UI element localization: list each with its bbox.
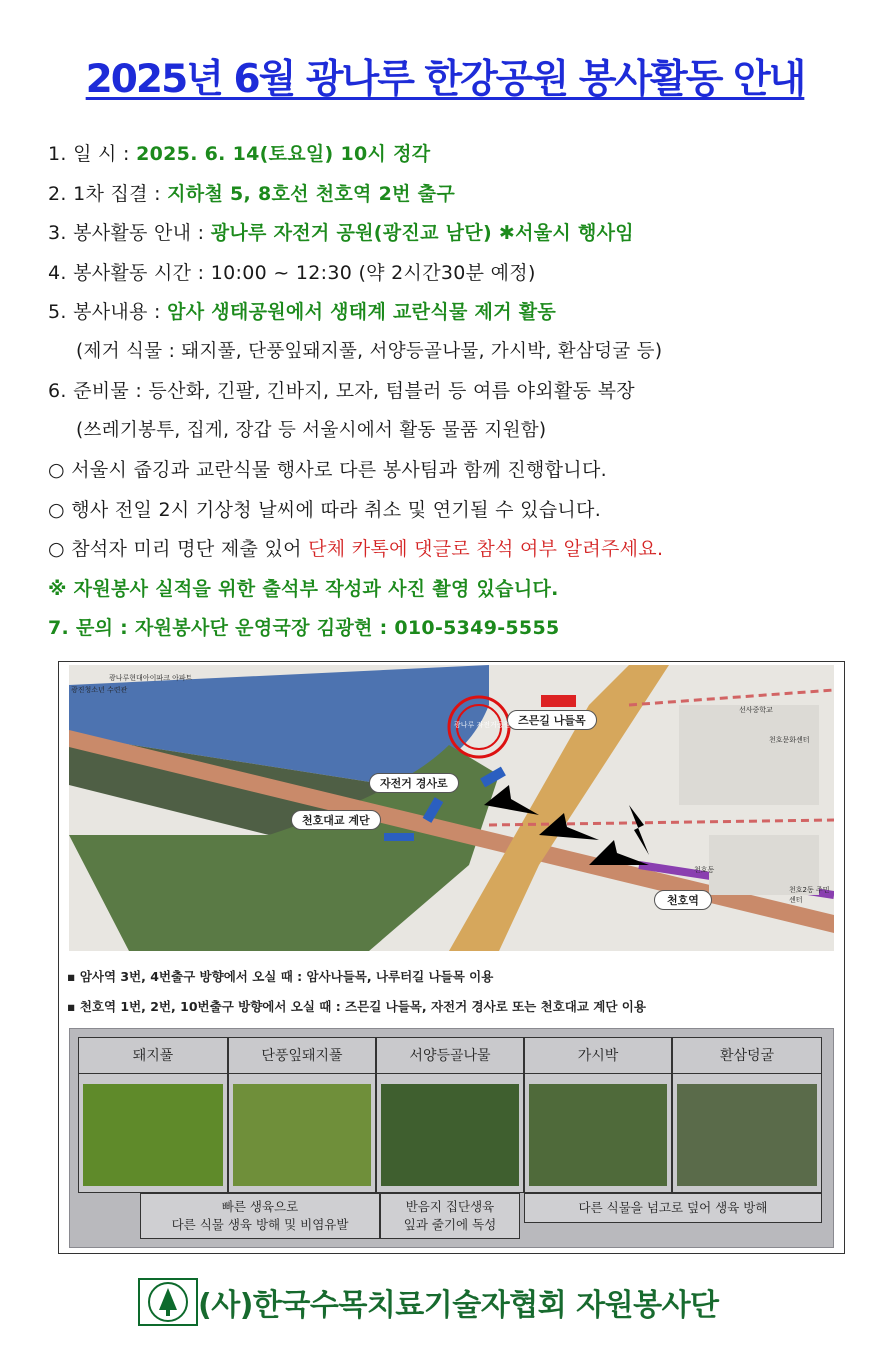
plant-name: 가시박 — [525, 1038, 671, 1074]
label-bridge-stairs: 천호대교 계단 — [291, 810, 381, 830]
plant-card — [524, 1037, 672, 1193]
info-item-supplies-note: (쓰레기봉투, 집게, 장갑 등 서울시에서 활동 물품 지원함) — [76, 419, 547, 441]
notice-weather: ○ 행사 전일 2시 기상청 날씨에 따라 취소 및 연기될 수 있습니다. — [48, 498, 602, 521]
map-image — [69, 665, 834, 951]
label-station: 천호역 — [654, 890, 712, 910]
plants-panel — [69, 1028, 834, 1248]
info-item-plants-note: (제거 식물 : 돼지풀, 단풍잎돼지풀, 서양등골나물, 가시박, 환삼덩굴 등) — [76, 340, 663, 362]
footer-org-name: (사)한국수목치료기술자협회 자원봉사단 — [198, 1288, 719, 1323]
contact-info: 7. 문의 : 자원봉사단 운영국장 김광현 : 010-5349-5555 — [48, 617, 560, 639]
label-bike-path: 자전거 경사로 — [369, 773, 459, 793]
direction-amsa: ▪ 암사역 3번, 4번출구 방향에서 오실 때 : 암사나들목, 나루터길 나들목 이용 — [67, 969, 494, 984]
label-apt: 광나루현대아이파크 아파트 — [109, 674, 193, 682]
plant-name: 단풍잎돼지풀 — [229, 1038, 375, 1074]
label-park: 광나루 자전거공원 — [454, 721, 511, 729]
plant-photo — [233, 1084, 371, 1186]
plant-card — [228, 1037, 376, 1193]
plant-desc-eupatorium: 반음지 집단생육 잎과 줄기에 독성 — [380, 1193, 520, 1239]
label-school: 선사중학교 — [739, 706, 773, 714]
plant-card — [78, 1037, 228, 1193]
info-item-location: 3. 봉사활동 안내 : 광나루 자전거 공원(광진교 남단) ✱서울시 행사임 — [48, 222, 634, 244]
plant-photo — [677, 1084, 817, 1186]
association-logo — [138, 1278, 198, 1326]
plant-card — [376, 1037, 524, 1193]
directions-list — [67, 962, 837, 1022]
plant-desc-climbers: 다른 식물을 넘고로 덮어 생육 방해 — [524, 1193, 822, 1223]
footer — [0, 1274, 890, 1334]
map-panel — [58, 661, 845, 1254]
info-item-supplies: 6. 준비물 : 등산화, 긴팔, 긴바지, 모자, 텀블러 등 여름 야외활동 복장 — [48, 380, 635, 402]
notice-joint-event: ○ 서울시 줍깅과 교란식물 행사로 다른 봉사팀과 함께 진행합니다. — [48, 459, 607, 481]
plant-photo — [529, 1084, 667, 1186]
info-list — [48, 138, 868, 652]
record-note: ※ 자원봉사 실적을 위한 출석부 작성과 사진 촬영 있습니다. — [48, 577, 559, 600]
direction-cheonho: ▪ 천호역 1번, 2번, 10번출구 방향에서 오실 때 : 즈믄길 나들목, 자전거 경사로 또는 천호대교 계단 이용 — [67, 999, 646, 1014]
tree-logo-icon — [140, 1280, 196, 1324]
info-item-datetime: 1. 일 시 : 2025. 6. 14(토요일) 10시 정각 — [48, 143, 431, 165]
plant-photo — [381, 1084, 519, 1186]
plant-name: 돼지풀 — [79, 1038, 227, 1074]
label-top-path: 즈믄길 나들목 — [507, 710, 597, 730]
notice-attendance: ○ 참석자 미리 명단 제출 있어 단체 카톡에 댓글로 참석 여부 알려주세요. — [48, 538, 664, 560]
info-item-time: 4. 봉사활동 시간 : 10:00 ~ 12:30 (약 2시간30분 예정) — [48, 261, 536, 284]
plant-name: 환삼덩굴 — [673, 1038, 821, 1074]
page-title: 2025년 6월 광나루 한강공원 봉사활동 안내 — [85, 57, 805, 102]
info-item-content: 5. 봉사내용 : 암사 생태공원에서 생태계 교란식물 제거 활동 — [48, 301, 557, 323]
info-item-gathering: 2. 1차 집결 : 지하철 5, 8호선 천호역 2번 출구 — [48, 182, 455, 205]
label-dong: 천호동 — [694, 866, 715, 874]
label-park-left: 광진청소년 수련관 — [71, 686, 128, 694]
label-dong2: 천호2동 주민센터 — [789, 886, 830, 904]
plant-card — [672, 1037, 822, 1193]
label-culture: 천호문화센터 — [769, 736, 810, 744]
plant-name: 서양등골나물 — [377, 1038, 523, 1074]
plant-photo — [83, 1084, 223, 1186]
plant-desc-ragweed: 빠른 생육으로 다른 식물 생육 방해 및 비염유발 — [140, 1193, 380, 1239]
location-map — [69, 665, 834, 951]
